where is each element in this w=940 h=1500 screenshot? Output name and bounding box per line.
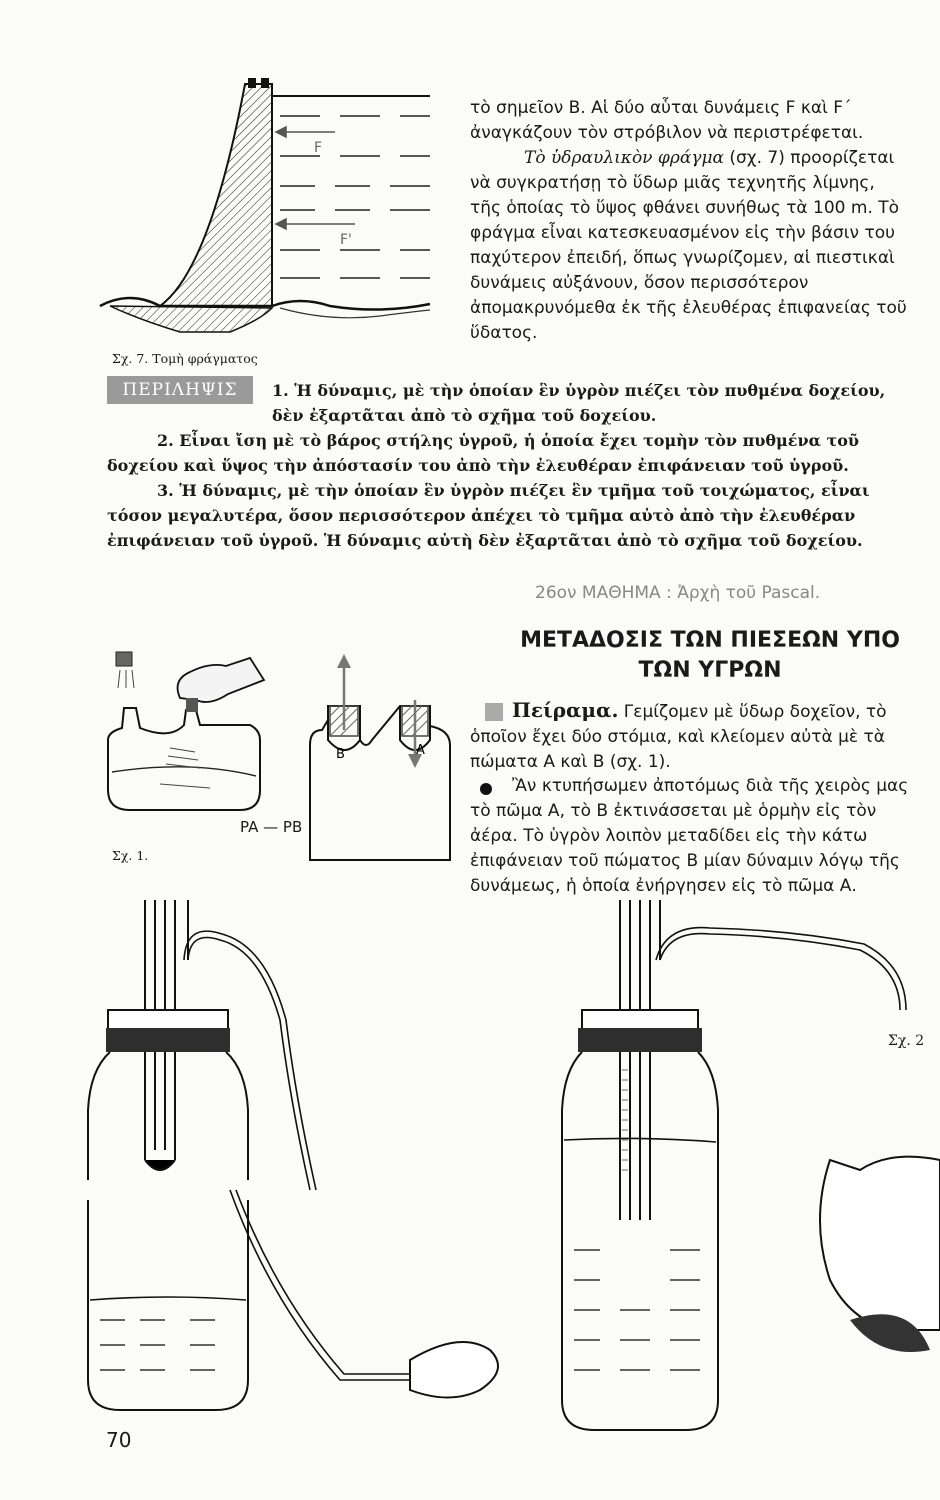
fig1-label-a: Α [416,743,425,758]
lesson-title [490,626,930,686]
lesson-number [535,583,820,603]
dam-paragraph-2-body: (σχ. 7) προορίζεται νὰ συγκρατήσῃ τὸ ὕδωρ μιᾶς τεχνητῆς λίμνης, τῆς ὁποίας τὸ ὕψος φθάνει συνήθως τὰ 100 m. Τὸ φράγμα εἶναι κατεσκευασμένον εἰς τὴν βάσιν του παχύτερον ἐπειδή, ὅπως γνωρίζομεν, αἱ πιεστικαὶ δυνάμεις αὐξάνουν, ὅσον περισσότερον ἀπομακρυνόμεθα ἐκ τῆς ἐλευθέρας ἐπιφανείας τοῦ ὕδατος. [470,148,907,343]
summary-item-3: 3. Ἡ δύναμις, μὲ τὴν ὁποίαν ἓν ὑγρὸν πιέζει ἓν τμῆμα τοῦ τοιχώματος, εἶναι τόσον μεγαλυτέρα, ὅσον περισσότερον ἀπέχει τὸ τμῆμα αὐτὸ ἀπὸ τὴν ἐλευθέραν ἐπιφάνειαν τοῦ ὑγροῦ. Ἡ δύναμις αὐτὴ δὲν ἐξαρτᾶται ἀπὸ τὸ σχῆμα τοῦ δοχείου. [107,481,870,550]
lesson-title-line-2: ΤΩΝ ΥΓΡΩΝ [638,658,782,683]
fig1-pa: PA [240,818,259,836]
fig1-pb: PB [282,818,303,836]
summary-label-text: ΠΕΡΙΛΗΨΙΣ [122,380,238,400]
force-arrow-f-prime [276,219,355,229]
fig1-label-b: Β [336,747,345,762]
dam-paragraph-2 [470,146,910,346]
lesson-title-line-1: ΜΕΤΑΔΟΣΙΣ ΤΩΝ ΠΙΕΣΕΩΝ ΥΠΟ [520,628,900,653]
dam-label-f-prime: F' [340,232,352,248]
summary-item-1: 1. Ἡ δύναμις, μὲ τὴν ὁποίαν ἓν ὑγρὸν πιέζει τὸν πυθμένα δοχείου, δὲν ἐξαρτᾶται ἀπὸ τὸ σχῆμα τοῦ δοχείου. [272,381,886,425]
page-number: 70 [106,1428,132,1452]
fig1-left-vessel [100,640,280,820]
fig1-right-vessel [300,650,470,870]
fig2-left-jar-bottom [80,1180,500,1420]
force-arrow-f [276,127,335,137]
fig7-caption: Σχ. 7. Τομὴ φράγματος [112,351,258,366]
fig2-left-jar [80,900,500,1200]
summary-label [107,376,253,404]
experiment-text: Γεμίζομεν μὲ ὕδωρ δοχεῖον, τὸ ὁποῖον ἔχει δύο στόμια, καὶ κλείομεν αὐτὰ μὲ τὰ πώματα Α καὶ Β (σχ. 1). [470,702,887,772]
experiment-heading: Πείραμα. [512,698,619,722]
fig1-caption: Σχ. 1. [112,848,149,863]
lesson-number-text: 26ον ΜΑΘΗΜΑ : [535,583,678,603]
fig2-caption: Σχ. 2 [888,1033,925,1049]
fig1-dash: — [263,818,279,836]
experiment-paragraph [470,698,915,775]
observation-paragraph: Ἂν κτυπήσωμεν ἀποτόμως διὰ τῆς χειρὸς μας τὸ πῶμα Α, τὸ Β ἐκτινάσσεται μὲ ὁρμὴν εἰς τὸν ἀέρα. Τὸ ὑγρὸν λοιπὸν μεταδίδει εἰς τὴν κάτω ἐπιφάνειαν τοῦ πώματος Β μίαν δύναμιν λόγῳ τῆς δυνάμεως, ἡ ὁποία ἐνήργησεν εἰς τὸ πῶμα Α. [470,776,909,896]
lesson-subtitle: Ἀρχὴ τοῦ Pascal. [677,583,821,603]
dam-paragraph-1: τὸ σημεῖον Β. Αἱ δύο αὗται δυνάμεις F καὶ F΄ ἀναγκάζουν τὸν στρόβιλον νὰ περιστρέφεται. [470,98,864,143]
dam-label-f: F [314,140,323,156]
summary-item-2: 2. Εἶναι ἴση μὲ τὸ βάρος στήλης ὑγροῦ, ἡ ὁποία ἔχει τομὴν τὸν πυθμένα τοῦ δοχείου καὶ ὕψος τὴν ἀπόστασίν του ἀπὸ τὴν ἐλευθέραν ἐπιφάνειαν τοῦ ὑγροῦ. [107,431,860,475]
fig2-right-jar [560,900,940,1460]
fig1-pressure-label [240,818,302,836]
dam-figure [100,70,400,370]
dam-paragraph-2-italic: Τὸ ὑδραυλικὸν φράγμα [524,148,724,168]
